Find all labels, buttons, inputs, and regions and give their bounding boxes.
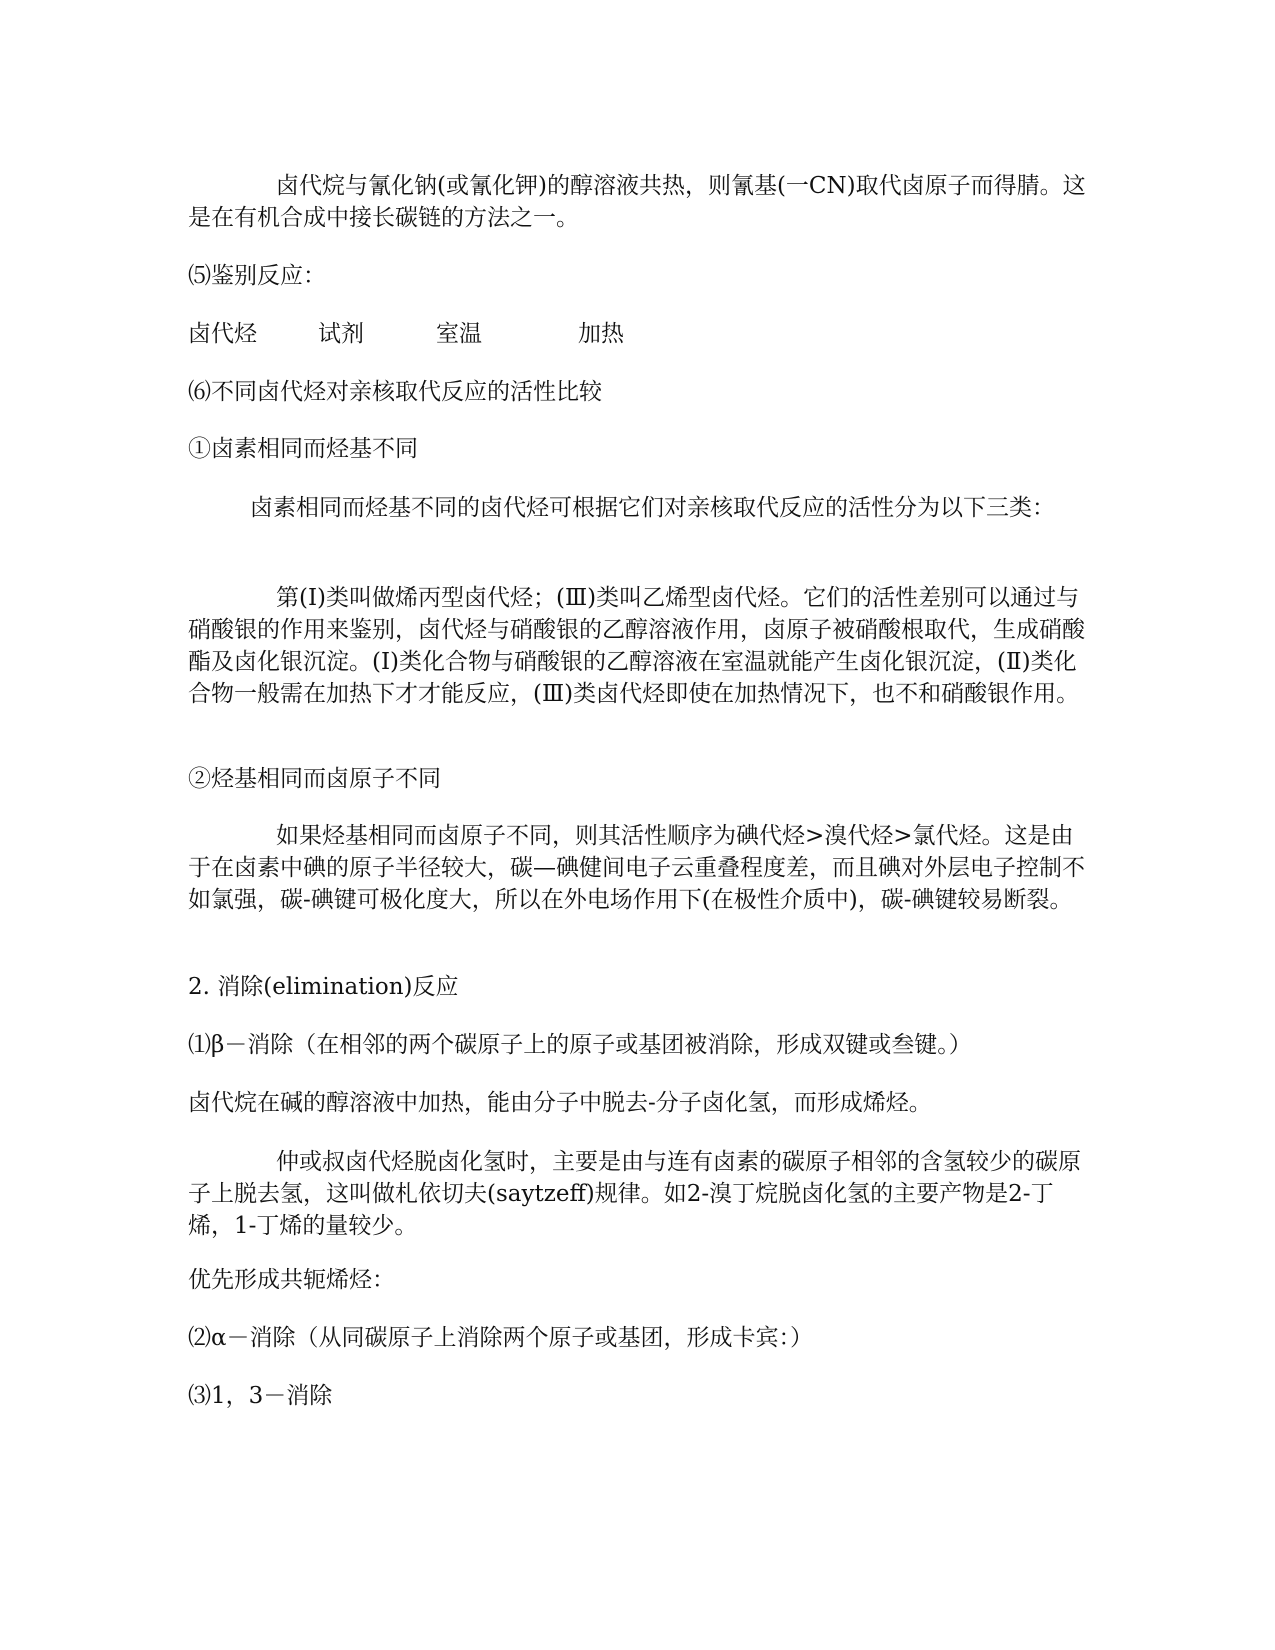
subheading-same-halogen: ①卤素相同而烃基不同 <box>188 436 418 462</box>
paragraph-silver-nitrate: 第(I)类叫做烯丙型卤代烃；(Ⅲ)类叫乙烯型卤代烃。它们的活性差别可以通过与硝酸银的作用来鉴别，卤代烃与硝酸银的乙醇溶液作用，卤原子被硝酸根取代，生成硝酸酯及卤化银沉淀。(I)类化合物与硝酸银的乙醇溶液在室温就能产生卤化银沉淀，(Ⅱ)类化合物一般需在加热下才才能反应，(Ⅲ)类卤代烃即使在加热情况下，也不和硝酸银作用。 <box>188 585 1085 707</box>
paragraph-saytzeff-rule: 仲或叔卤代烃脱卤化氢时，主要是由与连有卤素的碳原子相邻的含氢较少的碳原子上脱去氢，这叫做札依切夫(saytzeff)规律。如2-溴丁烷脱卤化氢的主要产物是2-丁烯，1-丁烯的量较少。 <box>188 1149 1081 1239</box>
heading-identification: ⑸鉴别反应： <box>188 263 326 289</box>
table-header-reagent: 试剂 <box>318 321 364 347</box>
heading-activity-comparison: ⑹不同卤代烃对亲核取代反应的活性比较 <box>188 379 602 405</box>
heading-elimination: 2. 消除(elimination)反应 <box>188 974 459 1000</box>
table-header-haloalkane: 卤代烃 <box>188 321 257 347</box>
subheading-same-alkyl: ②烃基相同而卤原子不同 <box>188 766 441 792</box>
paragraph-alkene-formation: 卤代烷在碱的醇溶液中加热，能由分子中脱去-分子卤化氢，而形成烯烃。 <box>188 1090 932 1116</box>
paragraph-cyanide: 卤代烷与氰化钠(或氰化钾)的醇溶液共热，则氰基(一CN)取代卤原子而得腈。这是在有机合成中接长碳链的方法之一。 <box>188 173 1086 231</box>
paragraph-iodide-activity: 如果烃基相同而卤原子不同，则其活性顺序为碘代烃>溴代烃>氯代烃。这是由于在卤素中碘的原子半径较大，碳—碘健间电子云重叠程度差，而且碘对外层电子控制不如氯强，碳-碘键可极化度大，所以在外电场作用下(在极性介质中)，碳-碘键较易断裂。 <box>188 823 1085 913</box>
table-header-room-temp: 室温 <box>436 321 482 347</box>
heading-1-3-elimination: ⑶1，3－消除 <box>188 1383 333 1409</box>
paragraph-conjugated-alkene: 优先形成共轭烯烃： <box>188 1267 395 1293</box>
heading-alpha-elimination: ⑵α－消除（从同碳原子上消除两个原子或基团，形成卡宾：） <box>188 1325 814 1351</box>
table-header-heating: 加热 <box>578 321 624 347</box>
paragraph-three-classes: 卤素相同而烃基不同的卤代烃可根据它们对亲核取代反应的活性分为以下三类： <box>250 495 1055 521</box>
heading-beta-elimination: ⑴β－消除（在相邻的两个碳原子上的原子或基团被消除，形成双键或叁键。） <box>188 1032 972 1058</box>
